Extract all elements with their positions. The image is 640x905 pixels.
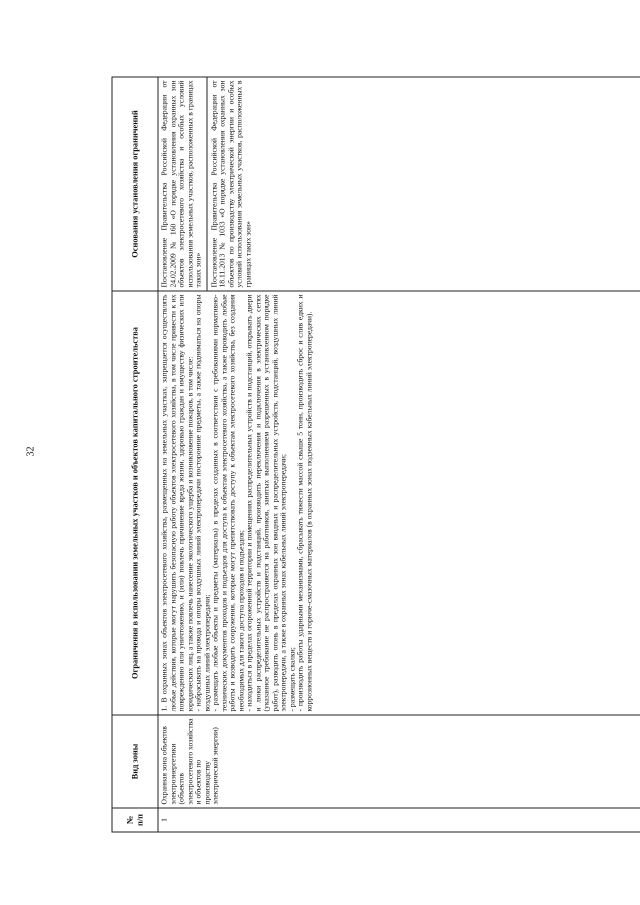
restrictions-text: 1. В охранных зонах объектов электросетевого хозяйства, размещенных на земельных участках, запрещается осуществлять любые действия, которые могут нарушить безопасную работу объектов электросетевого хозяйства, в том числе привести к их повреждению или уничтожению, и (или) повлечь причинение вреда жизни, здоровью граждан и имуществу физических или юридических лиц, а также повлечь нанесение экологического ущерба и возникновение пожаров, в том числе: - набрасывать на провода и опоры воздушных линий электропередачи посторонние предметы, а также подниматься на опоры воздушных линий электропередачи; - размещать любые объекты и предметы (материалы) в пределах созданных в соответствии с требованиями нормативно-технических документов проходов и подъездов для доступа к объектам электросетевого хозяйства, а также проводить любые работы и возводить сооружения, которые могут препятствовать доступу к объектам электросетевого хозяйства, без создания необходимых для такого доступа проходов и подъездов; - находиться в пределах огороженной территории и помещениях распределительных устройств и подстанций, открывать двери и люки распределительных устройств и подстанций, производить переключения и подключения в электрических сетях (указанное требование не распространяется на работников, занятых выполнением разрешенных в установленном порядке работ), разводить огонь в пределах охранных зон вводных и распределительных устройств, подстанций, воздушных линий электропередачи, а также в охранных зонах кабельных линий электропередачи; - размещать свалки; - производить работы ударными механизмами, сбрасывать тяжести массой свыше 5 тонн, производить сброс и слив едких и коррозионных веществ и горюче-смазочных материалов (в охранных зонах подземных кабельных линий электропередачи). [159, 294, 313, 712]
basis-item: Постановление Правительства Российской Федерации от 18.11.2013 № 1033 «О порядке установления охранных зон объектов по производству электрической энергии и особых условий использования земельных участков, расположенных в границах таких зон» [206, 78, 253, 291]
header-zone-type: Вид зоны [112, 715, 158, 808]
restrictions-table [111, 77, 640, 833]
row-number: 1 [158, 808, 640, 832]
basis-cell [158, 77, 640, 291]
basis-item: Постановление Правительства Российской Федерации от 24.02.2009 № 160 «О порядке установления охранных зон объектов электросетевого хозяйства и особых условий использования земельных участков, расположенных в границах таких зон» [159, 80, 202, 288]
header-basis: Основания установления ограничений [112, 77, 158, 291]
page-number: 32 [25, 446, 37, 457]
table-header-row [112, 77, 158, 832]
header-num: № п/п [112, 808, 158, 832]
zone-type-cell: Охранная зона объектов электроэнергетики (объектов электросетевого хозяйства и объектов по производству электрической энергии) [158, 715, 640, 808]
header-restrictions: Ограничения в использовании земельных участков и объектов капитального строительства [112, 291, 158, 715]
restrictions-cell [158, 291, 640, 715]
table-row [158, 77, 640, 832]
rotated-page-content [111, 78, 640, 833]
